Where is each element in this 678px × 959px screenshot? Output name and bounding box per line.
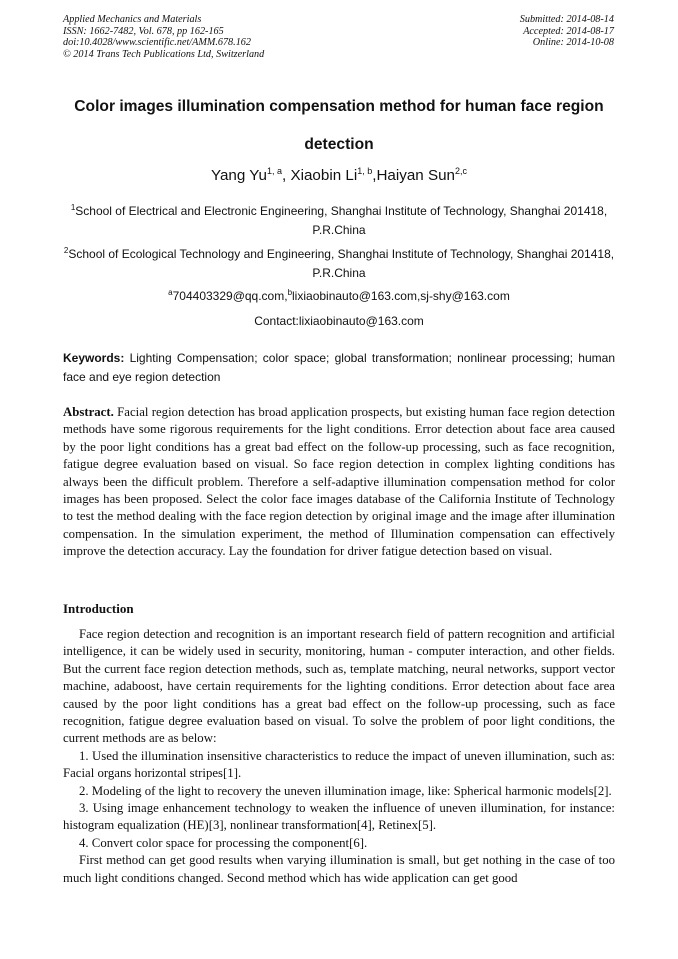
author-name: Xiaobin Li — [290, 167, 358, 184]
accepted-date: Accepted: 2014-08-17 — [523, 25, 614, 37]
submitted-date: Submitted: 2014-08-14 — [519, 14, 614, 25]
affiliation-2 — [63, 245, 615, 283]
intro-list-item: 1. Used the illumination insensitive characteristics to reduce the impact of uneven illumination, such as: Facial organs horizontal stripes[1]. — [63, 748, 615, 781]
affiliation-sup: 2 — [63, 246, 69, 255]
email-a: 704403329@qq.com, — [172, 289, 288, 303]
email-sup-a: a — [168, 288, 173, 297]
affiliation-sup: 1 — [70, 203, 76, 212]
author-list — [40, 166, 638, 186]
journal-header — [63, 14, 264, 60]
author-sup: 2,c — [454, 166, 467, 176]
author-sup: 1, b — [357, 166, 373, 176]
submission-dates — [520, 14, 614, 49]
author-separator: , — [282, 167, 291, 184]
email-sup-b: b — [287, 288, 293, 297]
keywords — [63, 349, 615, 387]
author-separator: , — [372, 167, 377, 184]
introduction-body — [63, 626, 615, 887]
journal-copyright: © 2014 Trans Tech Publications Ltd, Switzerland — [63, 48, 265, 60]
journal-name: Applied Mechanics and Materials — [63, 14, 202, 25]
abstract-text: Facial region detection has broad application prospects, but existing human face region detection methods have some rigorous requirements for the light conditions. Error detection about face area caused by the poor light conditions has a great bad effect on the follow-up processing, such as face recognition, fatigue degree evaluation based on visual. So face region detection in complex lighting conditions has always been the difficult problem. Therefore a self-adaptive illumination compensation method for color images has been proposed. Select the color face images database of the California Institute of Technology to test the method dealing with the face region detection by original image and the image after illumination compensation. In the simulation experiment, the method of Illumination compensation can effectively improve the detection accuracy. Lay the foundation for driver fatigue detection based on visual. — [63, 405, 615, 559]
intro-list-item: 4. Convert color space for processing the component[6]. — [79, 835, 368, 850]
author-emails — [63, 287, 615, 306]
affiliation-text: School of Electrical and Electronic Engineering, Shanghai Institute of Technology, Shanghai 201418, P.R.China — [75, 204, 608, 237]
online-date: Online: 2014-10-08 — [532, 37, 614, 49]
affiliation-1 — [63, 202, 615, 240]
journal-issn: ISSN: 1662-7482, Vol. 678, pp 162-165 — [63, 25, 224, 37]
contact-email: Contact:lixiaobinauto@163.com — [254, 314, 424, 328]
author-name: Haiyan Sun — [376, 167, 455, 184]
author-name: Yang Yu — [210, 167, 268, 184]
journal-doi: doi:10.4028/www.scientific.net/AMM.678.162 — [63, 37, 251, 49]
intro-paragraph: Face region detection and recognition is an important research field of pattern recognition and artificial intelligence, it can be widely used in security, monitoring, human - computer interaction, and other fields. But the current face region detection methods, such as, template matching, neural networks, support vector machine, adaboost, have certain requirements for the lighting conditions. Error detection about face area caused by the poor light conditions has a great bad effect on the follow-up processing, such as face recognition, fatigue degree evaluation based on visual. To solve the problem of poor light conditions, the current methods are as below: — [63, 627, 615, 746]
intro-list-item: 3. Using image enhancement technology to weaken the influence of uneven illumination, for instance: histogram equalization (HE)[3], nonlinear transformation[4], Retinex[5]. — [63, 801, 615, 833]
intro-paragraph: First method can get good results when varying illumination is small, but get nothing in the case of too much light conditions changed. Second method which has wide application can get good — [63, 853, 615, 885]
paper-title: Color images illumination compensation method for human face region detection — [74, 98, 604, 153]
affiliation-text: School of Ecological Technology and Engineering, Shanghai Institute of Technology, Shanghai 201418, P.R.China — [68, 247, 615, 280]
intro-list-item: 2. Modeling of the light to recovery the uneven illumination image, like: Spherical harmonic models[2]. — [79, 783, 612, 798]
email-b: lixiaobinauto@163.com,sj-shy@163.com — [292, 289, 510, 303]
keywords-text: Lighting Compensation; color space; global transformation; nonlinear processing; human face and eye region detection — [63, 351, 615, 384]
author-sup: 1, a — [267, 166, 283, 176]
abstract — [63, 404, 615, 561]
abstract-label: Abstract. — [63, 405, 114, 419]
introduction-heading: Introduction — [63, 601, 134, 616]
keywords-label: Keywords: — [63, 351, 125, 365]
